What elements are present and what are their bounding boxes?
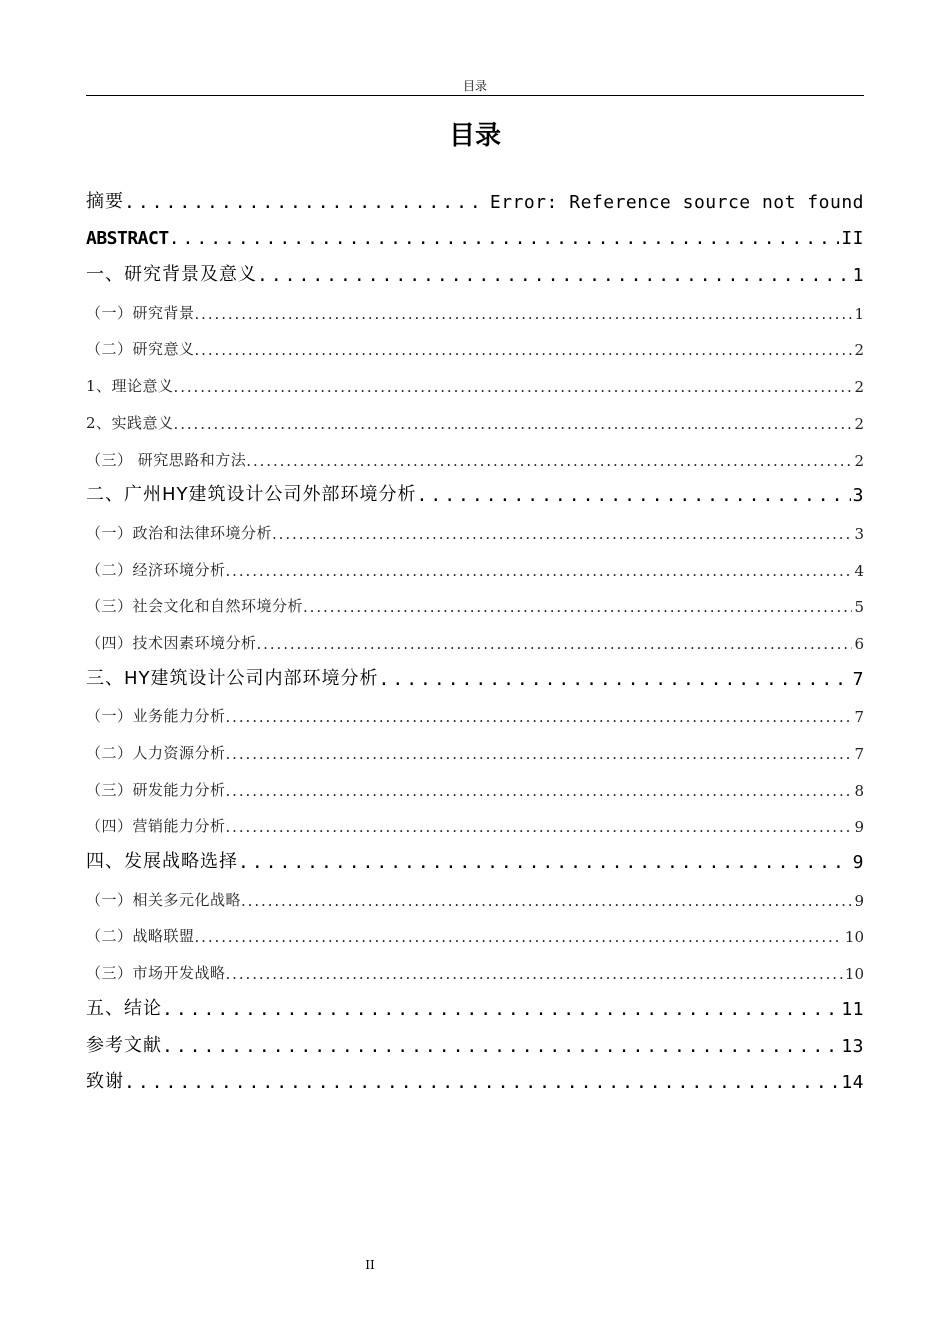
- toc-entry-title: （四）营销能力分析: [86, 817, 226, 836]
- toc-entry-page: 9: [852, 852, 864, 874]
- toc-entry-page: 9: [854, 818, 864, 837]
- toc-leader-dots: [174, 415, 853, 433]
- toc-entry-title: 一、研究背景及意义: [86, 264, 257, 286]
- toc-entry-page: 13: [841, 1035, 864, 1057]
- toc-entry[interactable]: [86, 950, 864, 987]
- toc-entry[interactable]: [86, 877, 864, 914]
- toc-entry[interactable]: [86, 253, 864, 290]
- toc-entry-title: 致谢: [86, 1071, 124, 1093]
- toc-entry-title: （三）社会文化和自然环境分析: [86, 597, 304, 616]
- toc-entry-page: 3: [852, 485, 864, 507]
- toc-entry-title: （一）相关多元化战略: [86, 890, 242, 909]
- toc-leader-dots: [241, 892, 852, 910]
- toc-entry-page: 11: [841, 998, 864, 1020]
- toc-entry-title: 二、广州HY建筑设计公司外部环境分析: [86, 484, 417, 506]
- toc-entry-title: 1、理论意义: [86, 377, 174, 396]
- toc-entry[interactable]: [86, 363, 864, 400]
- toc-entry-title: （三）研发能力分析: [86, 780, 226, 799]
- toc-leader-dots: [238, 852, 851, 873]
- toc-entry-title: 五、结论: [86, 997, 162, 1019]
- toc-entry-page: 5: [854, 598, 864, 617]
- toc-leader-dots: [226, 818, 853, 836]
- toc-entry-title: （一）研究背景: [86, 303, 195, 322]
- toc-entry[interactable]: [86, 914, 864, 951]
- toc-entry[interactable]: [86, 804, 864, 841]
- toc-entry[interactable]: [86, 657, 864, 694]
- toc-entry-page: 2: [854, 378, 864, 397]
- toc-leader-dots: [124, 192, 488, 213]
- toc-entry-title: （一）政治和法律环境分析: [86, 523, 273, 542]
- toc-entry[interactable]: [86, 1061, 864, 1098]
- toc-entry-title: （三） 研究思路和方法: [86, 450, 247, 469]
- toc-entry-page: Error: Reference source not found: [489, 191, 864, 213]
- toc-entry-title: （三）市场开发战略: [86, 964, 226, 983]
- toc-leader-dots: [379, 669, 851, 690]
- toc-leader-dots: [257, 265, 851, 286]
- toc-entry-title: 四、发展战略选择: [86, 851, 238, 873]
- toc-entry-title: 三、HY建筑设计公司内部环境分析: [86, 667, 379, 689]
- toc-leader-dots: [257, 635, 853, 653]
- toc-entry-title: 参考文献: [86, 1034, 162, 1056]
- toc-entry-page: II: [841, 228, 864, 250]
- toc-entry-page: 4: [854, 561, 864, 580]
- toc-entry-page: 14: [841, 1072, 864, 1094]
- toc-leader-dots: [162, 999, 839, 1020]
- toc-entry-page: 1: [854, 304, 864, 323]
- running-header: 目录: [462, 79, 487, 93]
- toc-entry-page: 7: [852, 668, 864, 690]
- toc-entry[interactable]: [86, 437, 864, 474]
- toc-entry[interactable]: [86, 217, 864, 254]
- toc-entry-page: 2: [854, 414, 864, 433]
- toc-entry[interactable]: [86, 987, 864, 1024]
- toc-entry-page: 8: [854, 781, 864, 800]
- toc-entry-title: （二）人力资源分析: [86, 744, 226, 762]
- table-of-contents: [86, 180, 864, 1097]
- toc-entry[interactable]: [86, 694, 864, 731]
- toc-leader-dots: [124, 1072, 839, 1093]
- toc-entry[interactable]: [86, 180, 864, 217]
- toc-entry-page: 10: [844, 965, 864, 984]
- toc-leader-dots: [226, 782, 853, 800]
- page-number: II: [365, 1258, 375, 1272]
- toc-entry[interactable]: [86, 620, 864, 657]
- header-rule: [86, 95, 864, 96]
- toc-entry-title: 摘要: [86, 190, 124, 212]
- toc-entry[interactable]: [86, 510, 864, 547]
- toc-entry-page: 3: [854, 524, 864, 543]
- page-title: 目录: [448, 121, 501, 151]
- toc-leader-dots: [226, 562, 853, 580]
- toc-entry-title: ABSTRACT: [86, 228, 169, 250]
- toc-entry-page: 2: [854, 451, 864, 470]
- toc-leader-dots: [246, 452, 852, 470]
- toc-entry-page: 2: [854, 341, 864, 360]
- toc-entry[interactable]: [86, 730, 864, 767]
- toc-leader-dots: [162, 1036, 839, 1057]
- toc-entry[interactable]: [86, 840, 864, 877]
- toc-entry-title: （二）战略联盟: [86, 927, 195, 946]
- toc-entry-page: 9: [854, 891, 864, 910]
- toc-entry[interactable]: [86, 584, 864, 621]
- toc-leader-dots: [226, 708, 853, 726]
- toc-leader-dots: [195, 928, 843, 946]
- toc-entry-title: （一）业务能力分析: [86, 707, 226, 726]
- toc-leader-dots: [226, 965, 843, 983]
- toc-leader-dots: [195, 341, 853, 359]
- toc-entry-page: 7: [854, 745, 864, 763]
- toc-leader-dots: [169, 228, 840, 249]
- toc-entry-title: （二）经济环境分析: [86, 560, 226, 579]
- toc-leader-dots: [272, 525, 852, 543]
- toc-entry-title: 2、实践意义: [86, 413, 174, 432]
- toc-entry-page: 1: [852, 265, 864, 287]
- toc-leader-dots: [195, 305, 853, 323]
- toc-entry-page: 10: [844, 928, 864, 947]
- toc-entry[interactable]: [86, 290, 864, 327]
- toc-entry[interactable]: [86, 327, 864, 364]
- toc-entry-page: 6: [854, 634, 864, 653]
- toc-entry[interactable]: [86, 767, 864, 804]
- toc-leader-dots: [417, 485, 851, 506]
- toc-entry[interactable]: [86, 400, 864, 437]
- toc-leader-dots: [174, 378, 853, 396]
- toc-entry-page: 7: [854, 708, 864, 727]
- toc-entry-title: （四）技术因素环境分析: [86, 633, 257, 652]
- toc-entry[interactable]: [86, 1024, 864, 1061]
- toc-entry-title: （二）研究意义: [86, 340, 195, 359]
- toc-entry[interactable]: [86, 474, 864, 511]
- toc-entry[interactable]: [86, 547, 864, 584]
- toc-leader-dots: [303, 598, 852, 616]
- toc-leader-dots: [226, 745, 853, 763]
